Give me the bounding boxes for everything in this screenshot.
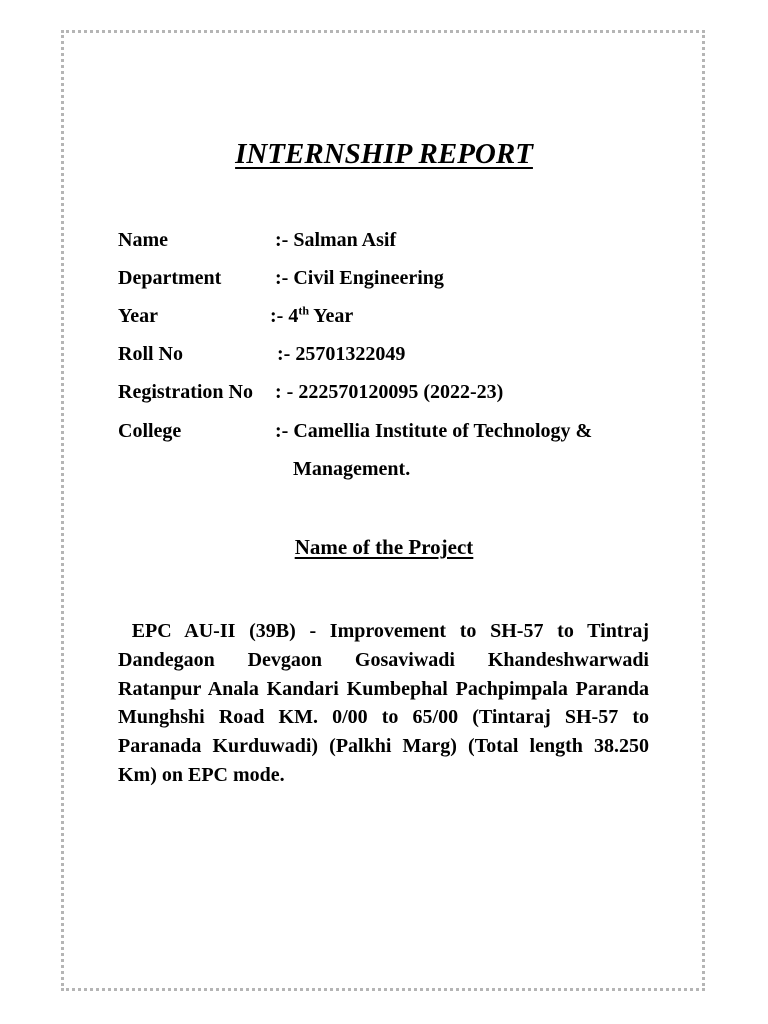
- field-roll-no-label: Roll No: [118, 343, 183, 365]
- field-name-label: Name: [118, 229, 168, 251]
- field-year-value-superscript: th: [298, 303, 309, 318]
- field-year-label: Year: [118, 305, 158, 327]
- field-registration-no-label: Registration No: [118, 381, 253, 403]
- project-heading: Name of the Project: [294, 535, 474, 559]
- field-year-value: [270, 305, 353, 328]
- report-title: INTERNSHIP REPORT: [235, 138, 533, 170]
- field-department-label: Department: [118, 267, 222, 289]
- field-roll-no-value: :- 25701322049: [277, 343, 406, 365]
- field-registration-no-value: : - 222570120095 (2022-23): [275, 381, 504, 403]
- field-college-value-continued: Management.: [293, 458, 411, 480]
- field-year-value-number: :- 4: [270, 305, 299, 327]
- field-college-value: :- Camellia Institute of Technology &: [275, 420, 593, 442]
- page-border: [61, 30, 705, 991]
- field-year-value-suffix: Year: [309, 305, 354, 327]
- field-department-value: :- Civil Engineering: [275, 267, 444, 289]
- field-name-value: :- Salman Asif: [275, 229, 397, 251]
- field-college-label: College: [118, 420, 182, 442]
- project-description: EPC AU-II (39B) - Improvement to SH-57 to Tintraj Dandegaon Devgaon Gosaviwadi Khandeshwarwadi Ratanpur Anala Kandari Kumbephal Pachpimpala Paranda Munghshi Road KM. 0/00 to 65/00 (Tintaraj SH-57 to Paranada Kurduwadi) (Palkhi Marg) (Total length 38.250 Km) on EPC mode.: [118, 620, 655, 786]
